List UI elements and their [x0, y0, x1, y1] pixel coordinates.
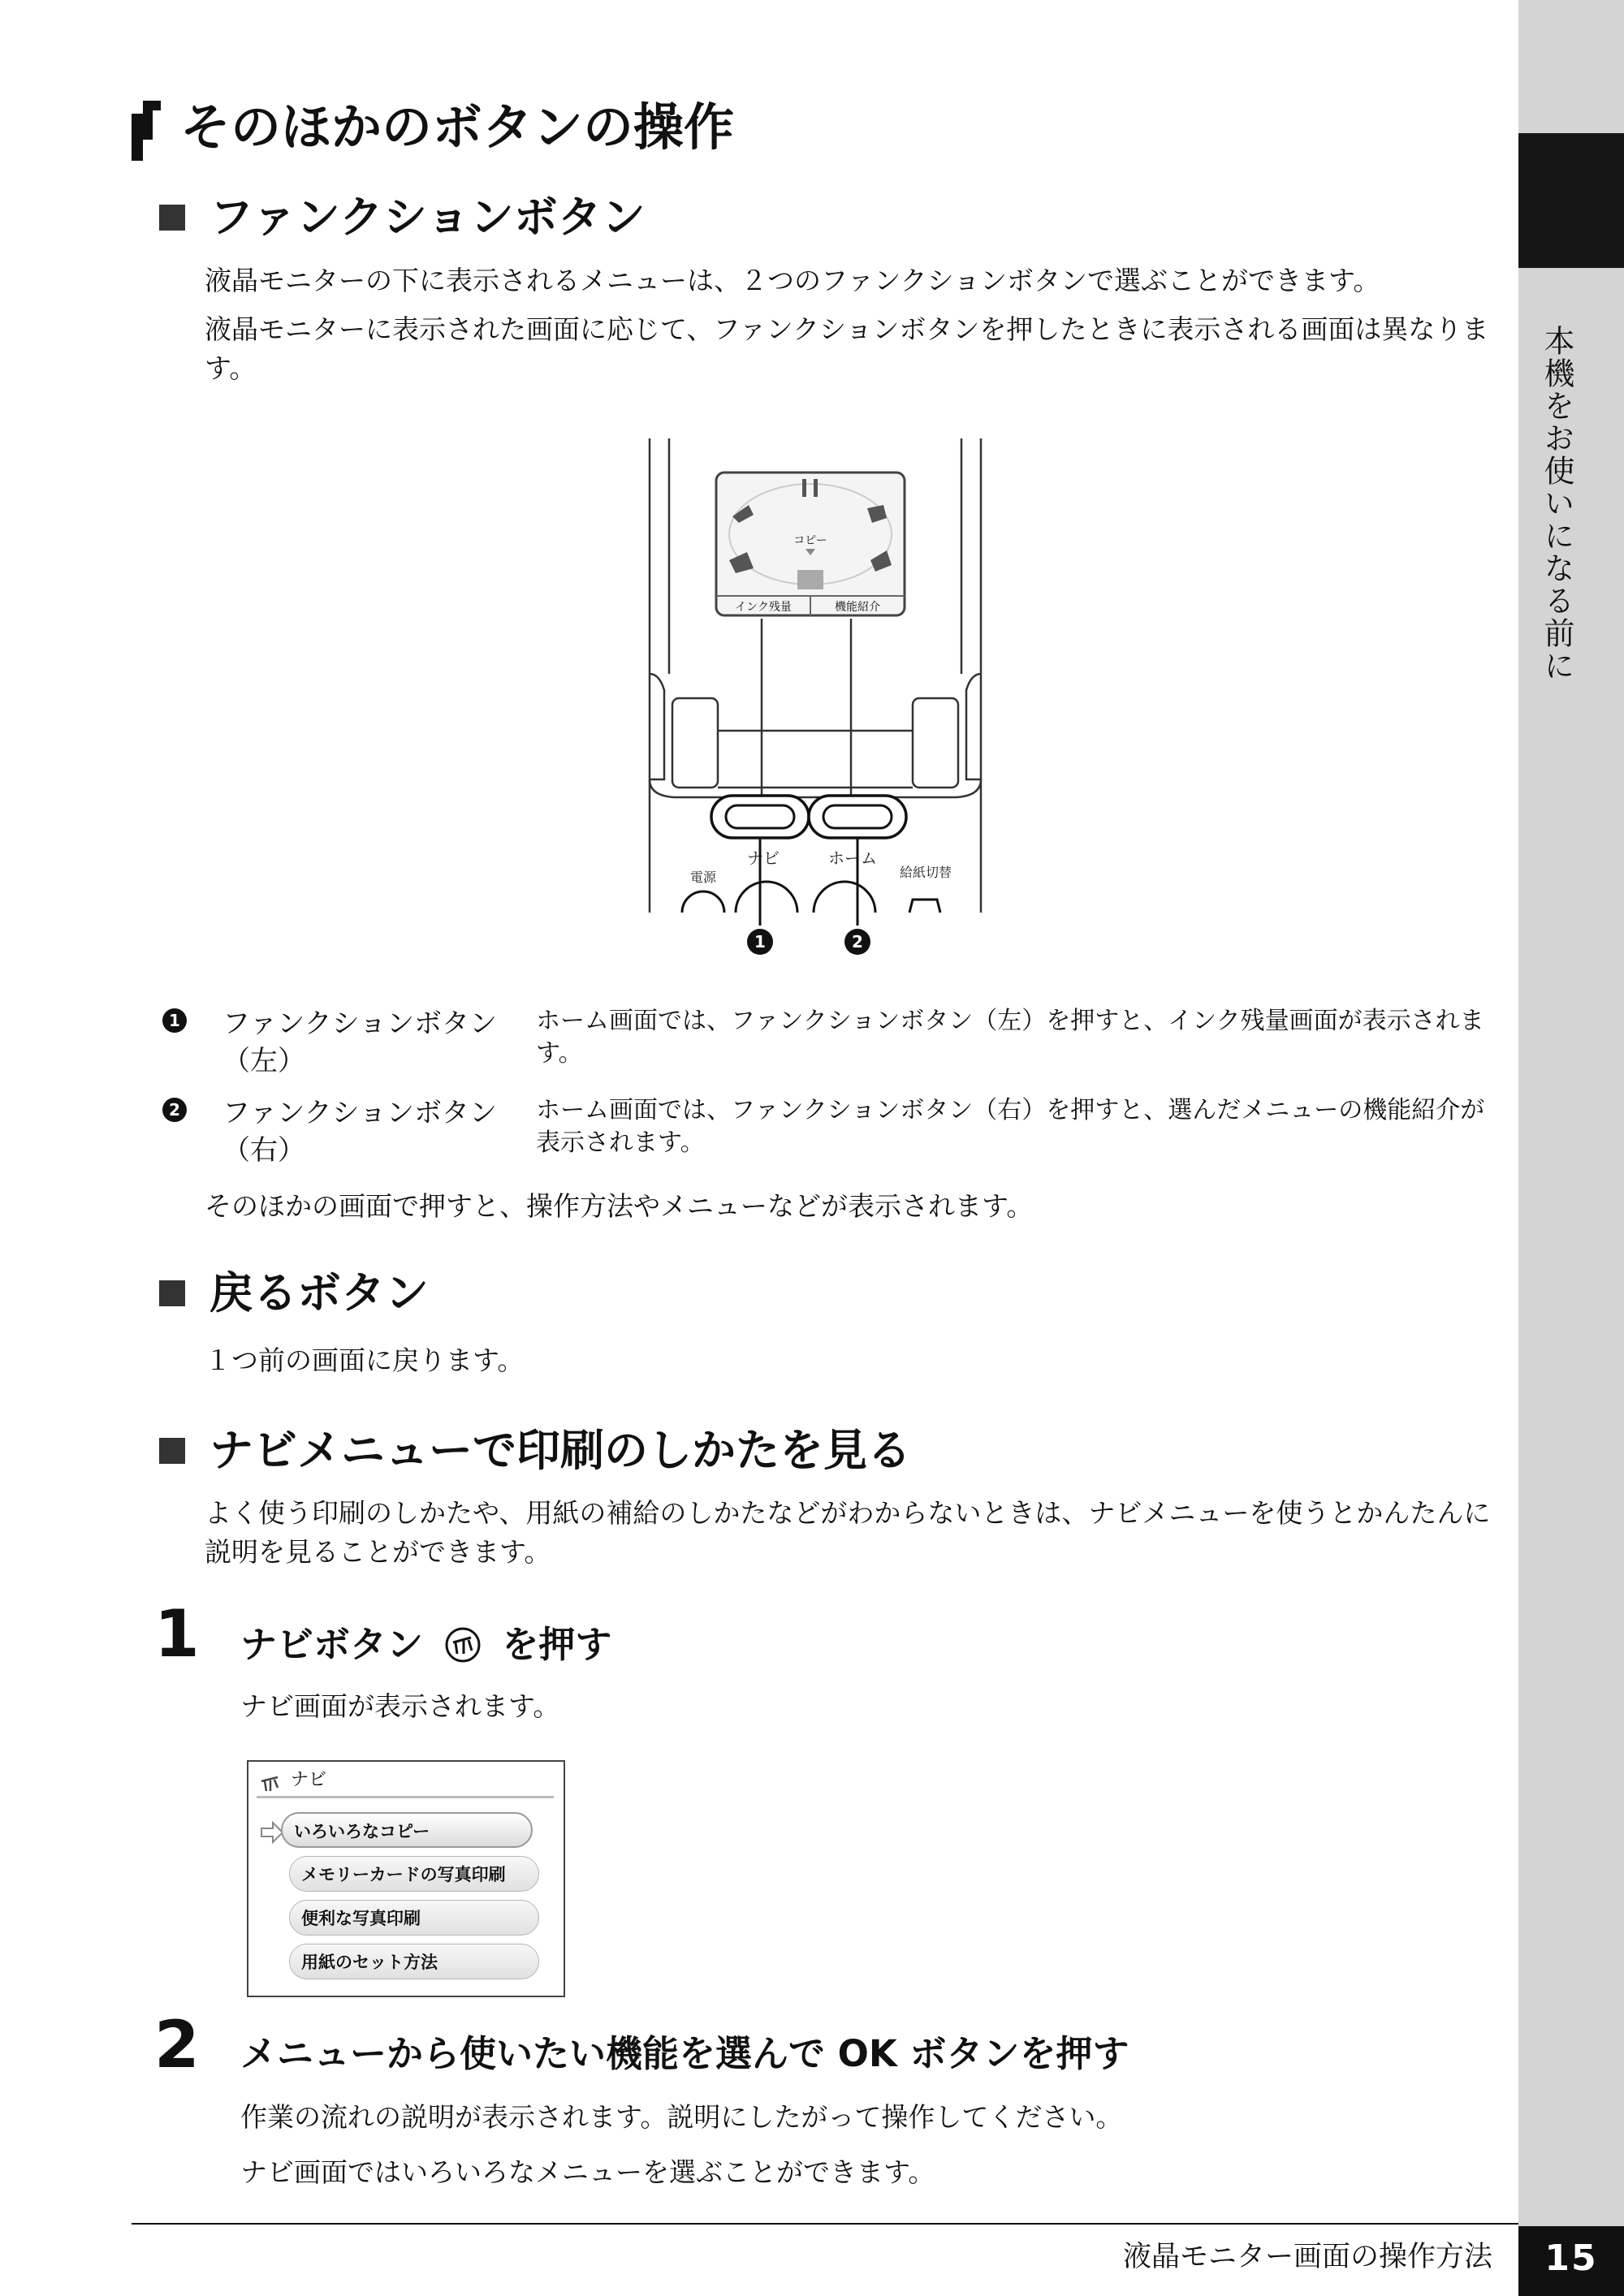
callout-item: [162, 1094, 1485, 1167]
callout-item: [162, 1005, 1484, 1078]
callout-2-number: 2: [852, 932, 863, 952]
step-2-description-2: ナビ画面ではいろいろなメニューを選ぶことができます。: [240, 2156, 935, 2188]
lcd-home-icon: [797, 570, 823, 589]
step-2-description-1: 作業の流れの説明が表示されます。説明にしたがって操作してください。: [240, 2101, 1123, 2133]
navi-screen-title: ナビ: [291, 1770, 327, 1790]
section-heading-navi-label: ナビメニューで印刷のしかたを見る: [209, 1425, 911, 1476]
callout-1-number: 1: [754, 932, 766, 952]
title-bracket-icon: [132, 96, 164, 161]
callout-number: 2: [162, 1098, 187, 1122]
navi-screen-preview: [247, 1760, 565, 1997]
home-label: ホーム: [828, 848, 877, 868]
home-button: [814, 882, 875, 913]
back-paragraph: １つ前の画面に戻ります。: [205, 1344, 525, 1376]
function-paragraph-1: 液晶モニターの下に表示されるメニューは、２つのファンクションボタンで選ぶことができます。: [205, 265, 1380, 296]
navi-paragraph: よく使う印刷のしかたや、用紙の補給のしかたなどがわからないときは、ナビメニューを使うとかんたんに説明を見ることができます。: [205, 1497, 1491, 1568]
footer-divider: [132, 2223, 1518, 2225]
callout-note: そのほかの画面で押すと、操作方法やメニューなどが表示されます。: [205, 1190, 1034, 1222]
page-number: 15: [1518, 2226, 1624, 2296]
navi-button-icon: [444, 1626, 482, 1664]
square-bullet-icon: [159, 1438, 185, 1464]
navi-menu-item[interactable]: メモリーカードの写真印刷: [289, 1856, 539, 1892]
callout-term: ファンクションボタン（左）: [222, 1008, 497, 1077]
step-1-description: ナビ画面が表示されます。: [240, 1690, 560, 1722]
navi-menu-item[interactable]: いろいろなコピー: [281, 1812, 533, 1848]
step-1-title: [240, 1619, 611, 1671]
callout-description: ホーム画面では、ファンクションボタン（右）を押すと、選んだメニューの機能紹介が表示されます。: [536, 1096, 1485, 1157]
step-2-number: 2: [154, 2007, 200, 2082]
footer-section-title: 液晶モニター画面の操作方法: [1122, 2241, 1492, 2273]
chapter-tab-marker: [1518, 133, 1624, 268]
section-heading-navi: [159, 1422, 911, 1479]
lcd-center-label: コピー: [793, 534, 827, 547]
square-bullet-icon: [159, 1280, 185, 1306]
navi-menu-item[interactable]: 便利な写真印刷: [289, 1900, 539, 1936]
page-title: そのほかのボタンの操作: [180, 97, 735, 157]
section-heading-back-label: 戻るボタン: [209, 1267, 429, 1318]
callout-term: ファンクションボタン（右）: [222, 1097, 497, 1167]
lcd-right-tab: 機能紹介: [835, 601, 880, 614]
step-2-title: メニューから使いたい機能を選んで OK ボタンを押す: [240, 2032, 1129, 2075]
operation-panel-diagram: [625, 430, 1015, 966]
navi-screen-header: [257, 1768, 554, 1798]
navi-header-icon: [260, 1773, 281, 1794]
section-heading-function-label: ファンクションボタン: [209, 192, 646, 243]
power-button: [682, 891, 724, 913]
navi-label: ナビ: [747, 848, 780, 868]
square-bullet-icon: [159, 205, 185, 231]
feed-switch-label: 給紙切替: [899, 865, 952, 880]
navi-button: [736, 882, 797, 913]
feed-switch-button: [909, 900, 940, 913]
section-heading-function: [159, 189, 646, 246]
lcd-settings-icon: [802, 479, 806, 497]
function-paragraph-2: 液晶モニターに表示された画面に応じて、ファンクションボタンを押したときに表示される画面は異なります。: [205, 313, 1489, 384]
callout-description: ホーム画面では、ファンクションボタン（左）を押すと、インク残量画面が表示されます。: [536, 1007, 1484, 1068]
step-1-title-part2: を押す: [502, 1623, 612, 1666]
lcd-left-tab: インク残量: [735, 601, 792, 614]
power-label: 電源: [689, 870, 717, 885]
step-1-title-part1: ナビボタン: [240, 1623, 424, 1666]
section-heading-back: [159, 1265, 429, 1322]
navi-menu-item[interactable]: 用紙のセット方法: [289, 1944, 539, 1979]
chapter-label: 本機をお使いになる前に: [1539, 325, 1574, 682]
step-1-number: 1: [154, 1596, 200, 1672]
callout-number: 1: [162, 1008, 187, 1033]
